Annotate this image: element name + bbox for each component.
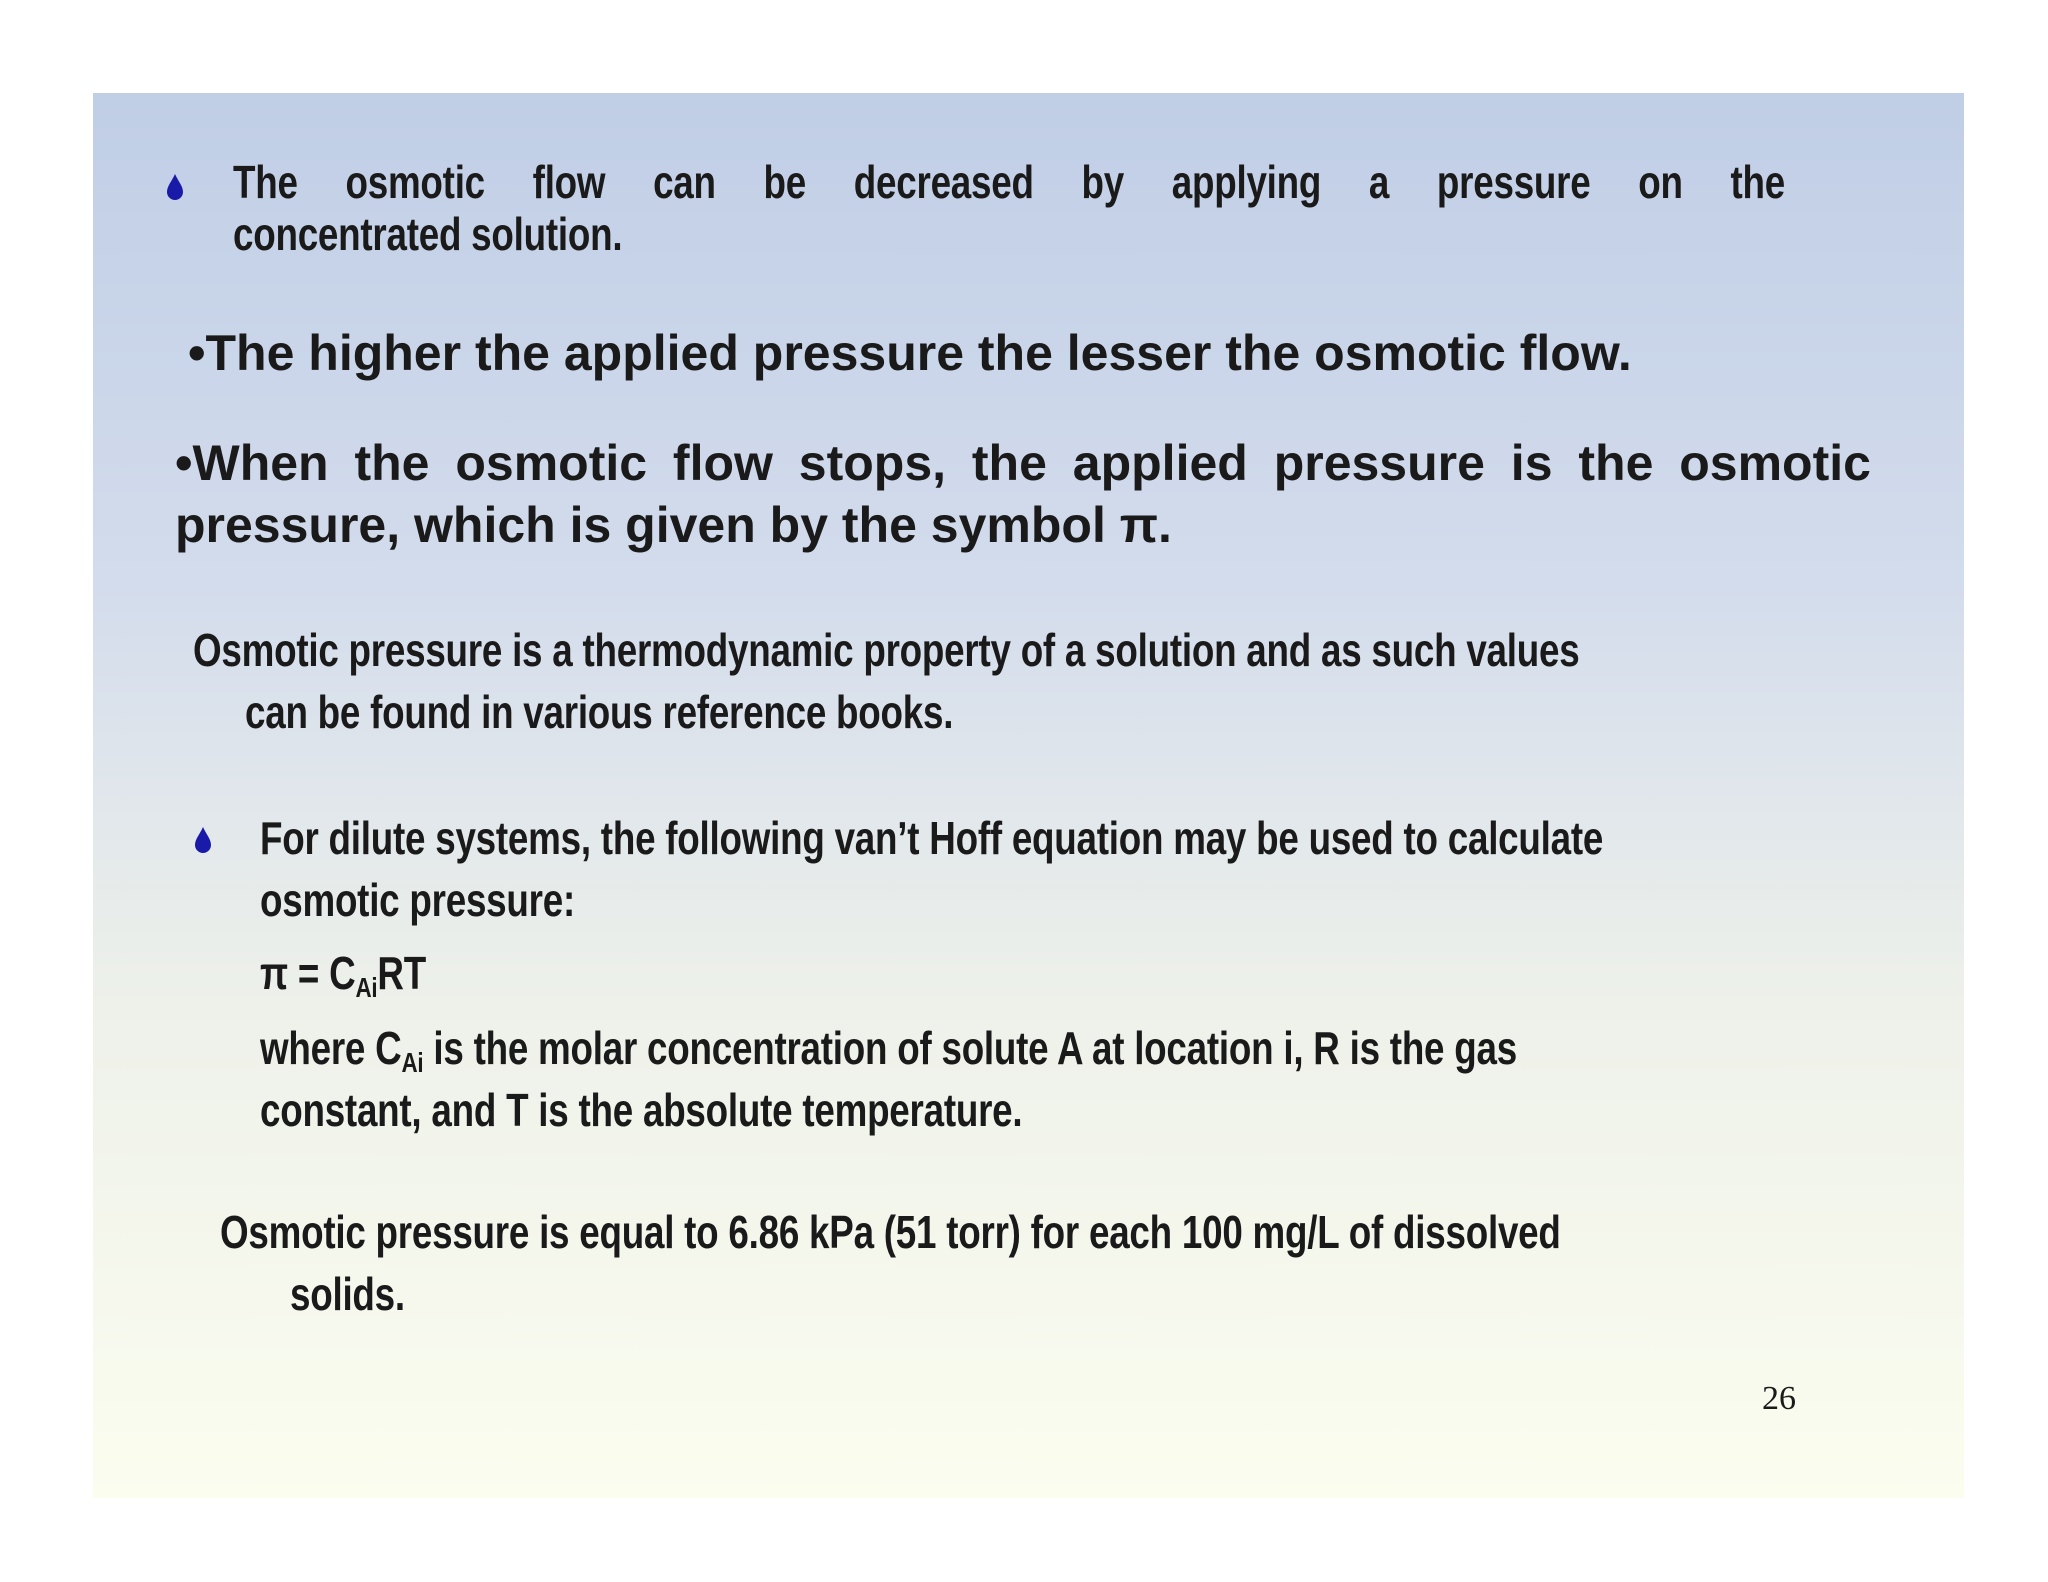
word: applied bbox=[1072, 435, 1248, 491]
bullet2-text: •The higher the applied pressure the lesser the osmotic flow. bbox=[188, 325, 1632, 381]
bullet1-words bbox=[233, 152, 1785, 212]
word: be bbox=[763, 156, 807, 208]
drop-bullet-icon bbox=[193, 826, 213, 854]
word: the bbox=[354, 435, 430, 491]
word: the bbox=[971, 435, 1047, 491]
word: osmotic bbox=[1679, 435, 1871, 491]
bullet1-line2: concentrated solution. bbox=[233, 208, 623, 260]
para2-line2: solids. bbox=[290, 1268, 405, 1320]
bullet4-line1: For dilute systems, the following van’t Hoff equation may be used to calculate bbox=[260, 812, 1604, 864]
bullet4-where-line bbox=[260, 1018, 1517, 1078]
para2-line1: Osmotic pressure is equal to 6.86 kPa (51 torr) for each 100 mg/L of dissolved bbox=[220, 1206, 1561, 1258]
bullet3-words bbox=[175, 432, 1871, 494]
vant-hoff-equation bbox=[260, 943, 426, 1003]
para1-line2: can be found in various reference books. bbox=[245, 686, 954, 738]
bullet3-line1 bbox=[175, 432, 1871, 494]
drop-bullet-icon bbox=[165, 173, 185, 201]
word: pressure bbox=[1273, 435, 1485, 491]
word: decreased bbox=[853, 156, 1034, 208]
para1-line1: Osmotic pressure is a thermodynamic property of a solution and as such values bbox=[193, 624, 1580, 676]
where-subscript: Ai bbox=[401, 1047, 424, 1078]
bullet4-line5: constant, and T is the absolute temperature. bbox=[260, 1084, 1023, 1136]
bullet3-line2: pressure, which is given by the symbol π. bbox=[175, 497, 1172, 553]
word: a bbox=[1368, 156, 1390, 208]
word: stops, bbox=[798, 435, 947, 491]
page-number: 26 bbox=[1762, 1380, 1796, 1417]
word: the bbox=[1578, 435, 1654, 491]
word: is bbox=[1510, 435, 1553, 491]
word: by bbox=[1081, 156, 1124, 208]
word: applying bbox=[1171, 156, 1322, 208]
word: flow bbox=[532, 156, 606, 208]
where-prefix: where C bbox=[260, 1022, 402, 1074]
word: osmotic bbox=[345, 156, 485, 208]
equation-right: RT bbox=[377, 947, 426, 999]
word: •When bbox=[175, 435, 329, 491]
word: pressure bbox=[1436, 156, 1591, 208]
bullet4-line2: osmotic pressure: bbox=[260, 874, 575, 926]
equation-left: π = C bbox=[260, 947, 356, 999]
word: the bbox=[1730, 156, 1785, 208]
word: on bbox=[1638, 156, 1683, 208]
word: The bbox=[233, 156, 298, 208]
word: flow bbox=[672, 435, 773, 491]
word: can bbox=[653, 156, 716, 208]
word: osmotic bbox=[455, 435, 648, 491]
bullet1-line1 bbox=[233, 152, 1785, 212]
equation-subscript: Ai bbox=[355, 972, 378, 1003]
where-rest: is the molar concentration of solute A at location i, R is the gas bbox=[423, 1022, 1517, 1074]
